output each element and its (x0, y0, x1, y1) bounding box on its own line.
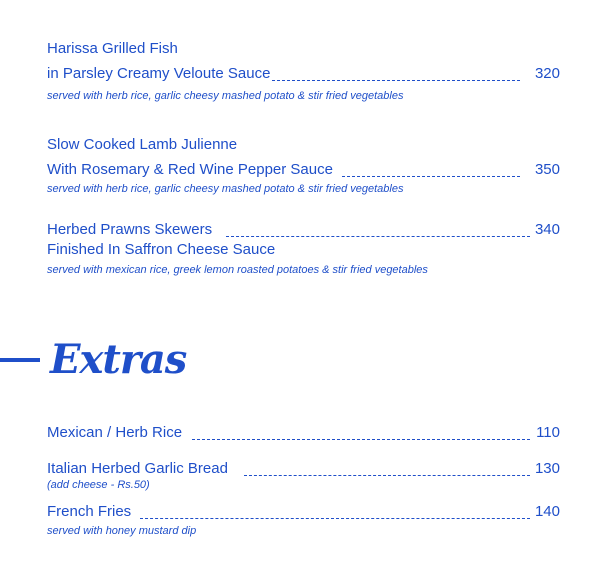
item-name-line1: Slow Cooked Lamb Julienne (47, 136, 238, 153)
item-name-line2: Finished In Saffron Cheese Sauce (47, 241, 276, 258)
price-leader (192, 439, 530, 440)
item-price: 350 (534, 161, 560, 178)
item-price: 320 (534, 65, 560, 82)
extra-item-name: Mexican / Herb Rice (47, 424, 183, 441)
price-leader (272, 80, 520, 81)
item-name-line1: Herbed Prawns Skewers (47, 221, 213, 238)
extra-item-name: Italian Herbed Garlic Bread (47, 460, 228, 477)
item-description: served with herb rice, garlic cheesy mashed potato & stir fried vegetables (47, 90, 404, 102)
price-leader (342, 176, 520, 177)
item-name-line2: With Rosemary & Red Wine Pepper Sauce (47, 161, 333, 178)
item-description: served with herb rice, garlic cheesy mashed potato & stir fried vegetables (47, 183, 404, 195)
price-leader (226, 236, 530, 237)
extra-item-price: 140 (534, 503, 560, 520)
item-name-line1: Harissa Grilled Fish (47, 40, 178, 57)
extra-item-name: French Fries (47, 503, 132, 520)
extra-item-note: (add cheese - Rs.50) (47, 479, 150, 491)
item-description: served with mexican rice, greek lemon roasted potatoes & stir fried vegetables (47, 264, 428, 276)
item-price: 340 (534, 221, 560, 238)
item-name-line2: in Parsley Creamy Veloute Sauce (47, 65, 271, 82)
section-accent-bar (0, 358, 40, 362)
price-leader (244, 475, 530, 476)
extra-item-price: 110 (536, 424, 560, 441)
extra-item-price: 130 (534, 460, 560, 477)
extra-item-note: served with honey mustard dip (47, 525, 197, 537)
section-title: Extras (50, 336, 187, 383)
price-leader (140, 518, 530, 519)
